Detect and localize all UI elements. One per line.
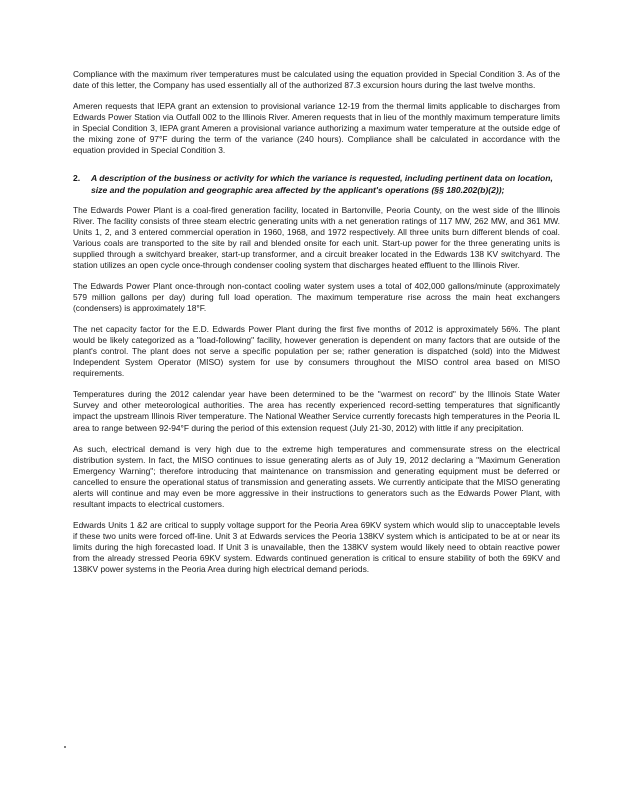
paragraph-temperatures: Temperatures during the 2012 calendar year have been determined to be the "warmest on record" by the Illinois State Water Survey and other meteorological authorities. The area has recently experienced record-setting temperatures that significantly impact the upstream Illinois River temperature. The National Weather Service currently forecasts high temperatures in the Peoria IL area to range between 92-94°F during the period of this extension request (July 21-30, 2012) with little if any precipitation.	[73, 389, 560, 433]
paragraph-ameren-request: Ameren requests that IEPA grant an extension to provisional variance 12-19 from the thermal limits applicable to discharges from Edwards Power Station via Outfall 002 to the Illinois River. Ameren requests that in lieu of the monthly maximum temperature limits in Special Condition 3, IEPA grant Ameren a provisional variance authorizing a maximum water temperature at the outside edge of the mixing zone of 97°F during the term of the variance (240 hours). Compliance shall be calculated in accordance with the equation provided in Special Condition 3.	[73, 101, 560, 156]
paragraph-cooling-system: The Edwards Power Plant once-through non-contact cooling water system uses a total of 402,000 gallons/minute (approximately 579 million gallons per day) during full load operation. The maximum temperature rise across the main heat exchangers (condensers) is approximately 18°F.	[73, 281, 560, 314]
paragraph-plant-description: The Edwards Power Plant is a coal-fired generation facility, located in Bartonville, Peoria County, on the west side of the Illinois River. The facility consists of three steam electric generating units with a net generation ratings of 117 MW, 262 MW, and 361 MW. Units 1, 2, and 3 entered commercial operation in 1960, 1968, and 1972 respectively. All three units burn different blends of coal. Various coals are transported to the site by rail and blended onsite for each unit. Start-up power for the three generating units is supplied through a switchyard breaker, start-up transformer, and a circuit breaker located in the Edwards 138 KV switchyard. The station utilizes an open cycle once-through condenser cooling system that discharges heated effluent to the Illinois River.	[73, 204, 560, 270]
section-number: 2.	[73, 173, 81, 184]
section-heading	[73, 173, 560, 195]
paragraph-compliance: Compliance with the maximum river temperatures must be calculated using the equation provided in Special Condition 3. As of the date of this letter, the Company has used essentially all of the authorized 87.3 excursion hours during the last twelve months.	[73, 69, 560, 91]
paragraph-voltage-support: Edwards Units 1 &2 are critical to supply voltage support for the Peoria Area 69KV system which would slip to unacceptable levels if these two units were forced off-line. Unit 3 at Edwards services the Peoria 138KV system which is anticipated to be at or near its limits during the high forecasted load. If Unit 3 is unavailable, then the 138KV system would likely need to obtain reactive power from the already stressed Peoria 69KV system. Edwards continued generation is critical to ensure stability of both the 69KV and 138KV power systems in the Peoria Area during high electrical demand periods.	[73, 519, 560, 575]
paragraph-capacity-factor: The net capacity factor for the E.D. Edwards Power Plant during the first five months of 2012 is approximately 56%. The plant would be likely categorized as a "load-following" facility, however generation is dependent on many factors that are outside of the plant's control. The plant does not serve a specific population per se; rather generation is dispatched (sold) into the Midwest Independent System Operator (MISO) system for use by consumers throughout the MISO control area based on MISO requirements.	[73, 324, 560, 379]
document-body	[73, 69, 560, 585]
scan-speck	[64, 746, 66, 748]
paragraph-electrical-demand: As such, electrical demand is very high due to the extreme high temperatures and commensurate stress on the electrical distribution system. In fact, the MISO continues to issue generating alerts as of July 19, 2012 declaring a "Maximum Generation Emergency Warning"; therefore introducing that maintenance on transmission and generating equipment must be deferred or cancelled to ensure the operational status of transmission and generating assets. We currently anticipate that the MISO generating alerts will continue and may even be more aggressive in their instructions to generators such as the Edwards Power Plant, with resultant impacts to electrical customers.	[73, 443, 560, 509]
section-heading-text: A description of the business or activity for which the variance is requested, including pertinent data on location, size and the population and geographic area affected by the applicant's operations (§§ 180.202(b)(2));	[91, 173, 553, 195]
